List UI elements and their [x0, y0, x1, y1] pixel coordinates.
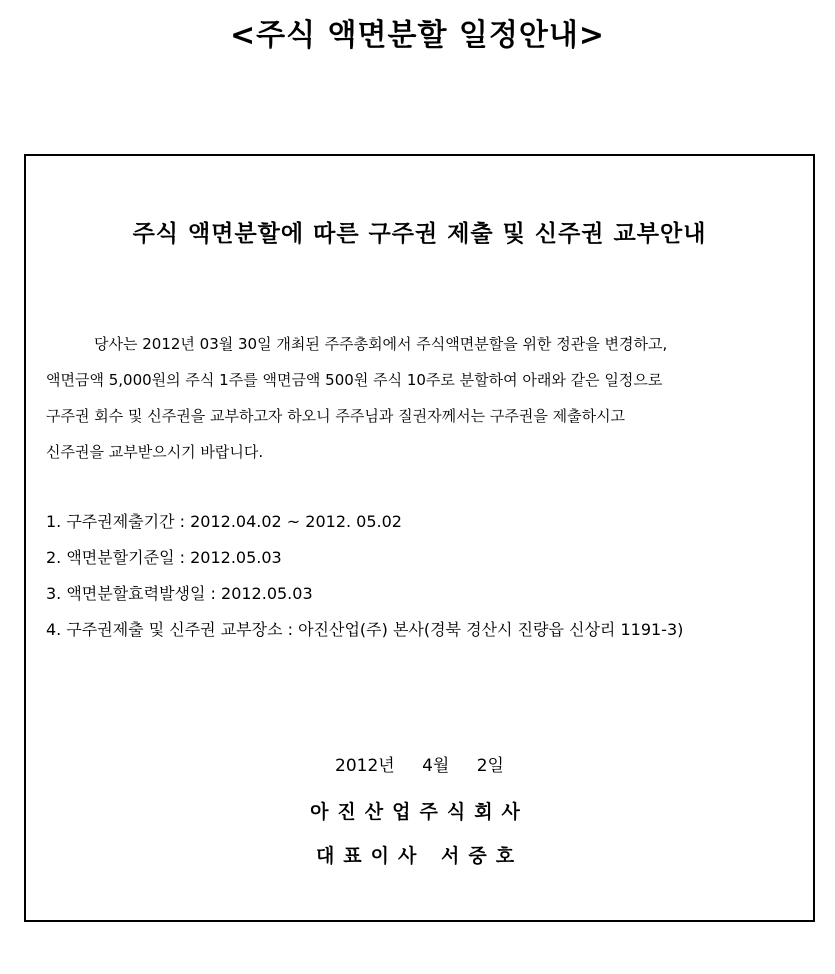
- representative-name: 대표이사 서중호: [315, 845, 524, 867]
- intro-line: 당사는 2012년 03월 30일 개최된 주주총회에서 주식액면분할을 위한 정관을 변경하고,: [94, 335, 668, 353]
- intro-paragraph: [46, 326, 786, 470]
- page-title: <주식 액면분할 일정안내>: [230, 18, 605, 53]
- schedule-item-submission-period: 1. 구주권제출기간 : 2012.04.02 ~ 2012. 05.02: [46, 512, 402, 531]
- notice-box: [24, 154, 815, 922]
- notice-date: 2012년 4월 2일: [335, 756, 504, 776]
- notice-heading: 주식 액면분할에 따른 구주권 제출 및 신주권 교부안내: [132, 221, 707, 247]
- schedule-item-record-date: 2. 액면분할기준일 : 2012.05.03: [46, 548, 282, 567]
- schedule-item-location: 4. 구주권제출 및 신주권 교부장소 : 아진산업(주) 본사(경북 경산시 진량읍 신상리 1191-3): [46, 620, 684, 639]
- schedule-list: [46, 504, 806, 648]
- signature-block: [26, 748, 813, 874]
- intro-line: 액면금액 5,000원의 주식 1주를 액면금액 500원 주식 10주로 분할하여 아래와 같은 일정으로: [46, 371, 663, 389]
- company-name: 아진산업주식회사: [310, 801, 529, 823]
- intro-line: 구주권 회수 및 신주권을 교부하고자 하오니 주주님과 질권자께서는 구주권을 제출하시고: [46, 407, 626, 425]
- intro-line: 신주권을 교부받으시기 바랍니다.: [46, 443, 264, 461]
- schedule-item-effective-date: 3. 액면분할효력발생일 : 2012.05.03: [46, 584, 313, 603]
